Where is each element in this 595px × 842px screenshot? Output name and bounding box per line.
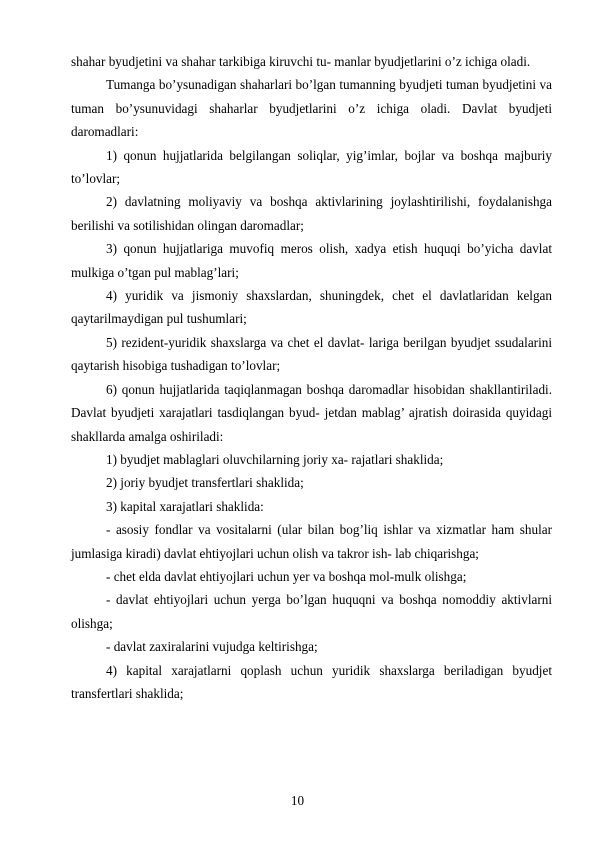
paragraph: 1) qonun hujjatlarida belgilangan soliqlar, yig’imlar, bojlar va boshqa majburiy to’lovlar; — [71, 147, 552, 187]
paragraph: - asosiy fondlar va vositalarni (ular bilan bog’liq ishlar va xizmatlar ham shular jumlasiga kiradi) davlat ehtiyojlari uchun olish va takror ish- lab chiqarishga; — [71, 522, 552, 561]
paragraph: 6) qonun hujjatlarida taqiqlanmagan boshqa daromadlar hisobidan shakllantiriladi. Davlat byudjeti xarajatlari tasdiqlangan byud- jetdan mablag’ ajratish doirasida quyidagi shakllarda amalga oshiriladi: — [71, 381, 552, 444]
paragraph: - chet elda davlat ehtiyojlari uchun yer va boshqa mol-mulk olishga; — [106, 568, 467, 584]
paragraph: 5) rezident-yuridik shaxslarga va chet el davlat- lariga berilgan byudjet ssudalarini qaytarish hisobiga tushadigan to’lovlar; — [71, 334, 552, 374]
paragraph: 2) davlatning moliyaviy va boshqa aktivlarining joylashtirilishi, foydalanishga berilishi va sotilishidan olingan daromadlar; — [71, 194, 552, 233]
paragraph: 1) byudjet mablaglari oluvchilarning joriy xa- rajatlari shaklida; — [106, 451, 444, 467]
page-number: 10 — [290, 793, 305, 808]
paragraph: 4) yuridik va jismoniy shaxslardan, shuningdek, chet el davlatlaridan kelgan qaytarilmaydigan pul tushumlari; — [71, 288, 552, 327]
paragraph: 3) kapital xarajatlari shaklida: — [106, 498, 264, 514]
paragraph: 2) joriy byudjet transfertlari shaklida; — [106, 475, 304, 491]
paragraph: Tumanga bo’ysunadigan shaharlari bo’lgan tumanning byudjeti tuman byudjetini va tuman bo’ysunuvidagi shaharlar byudjetlarini o’z ichiga oladi. Davlat byudjeti daromadlari: — [71, 77, 552, 140]
paragraph: - davlat zaxiralarini vujudga keltirishga; — [106, 639, 318, 655]
paragraph: - davlat ehtiyojlari uchun yerga bo’lgan huquqni va boshqa nomoddiy aktivlarni olishga; — [71, 592, 552, 631]
paragraph: 4) kapital xarajatlarni qoplash uchun yuridik shaxslarga beriladigan byudjet transfertlari shaklida; — [71, 662, 552, 701]
paragraph: 3) qonun hujjatlariga muvofiq meros olish, xadya etish huquqi bo’yicha davlat mulkiga o’tgan pul mablag’lari; — [71, 241, 552, 280]
body-text — [71, 50, 552, 705]
paragraph: shahar byudjetini va shahar tarkibiga kiruvchi tu- manlar byudjetlarini o’z ichiga oladi. — [71, 54, 531, 69]
